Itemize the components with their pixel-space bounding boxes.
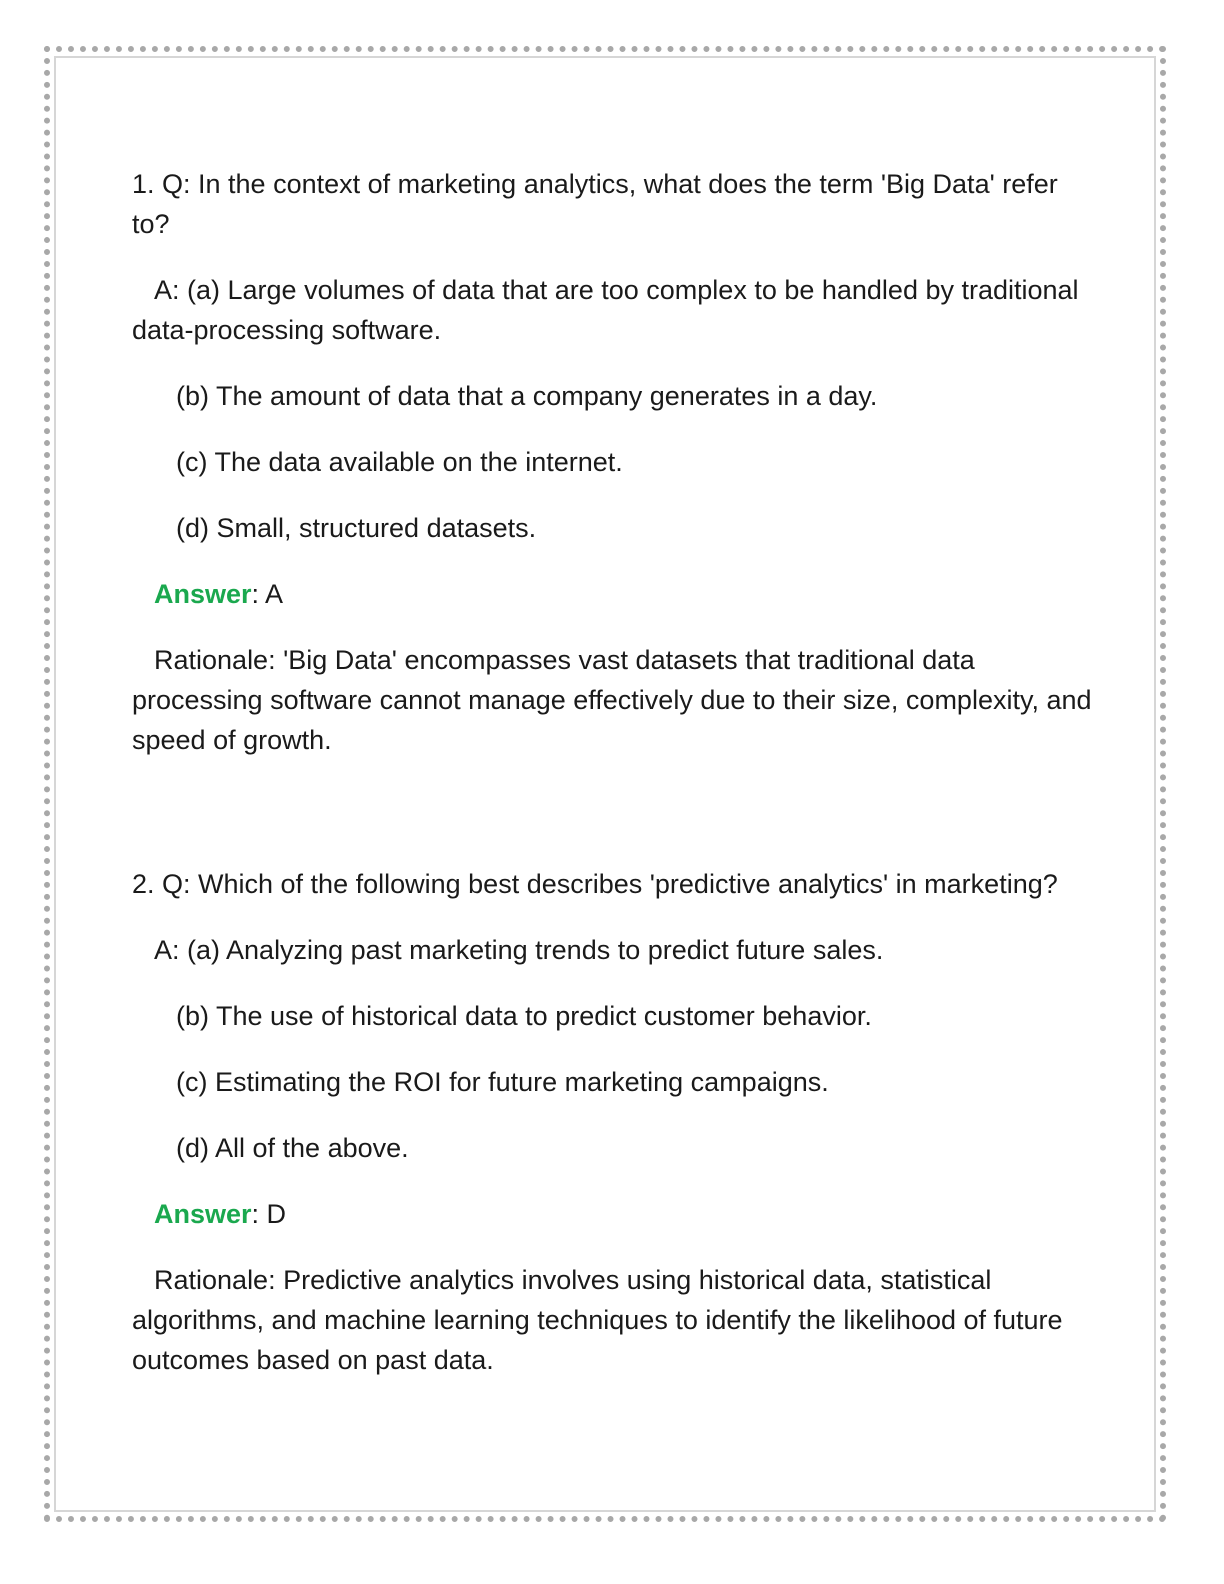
option-d: (d) All of the above.: [176, 1133, 409, 1163]
option-a: A: (a) Analyzing past marketing trends to predict future sales.: [154, 935, 884, 965]
rationale-text: Rationale: 'Big Data' encompasses vast datasets that traditional data processing software cannot manage effectively due to their size, complexity, and speed of growth.: [132, 645, 1092, 755]
answer-value: : D: [251, 1199, 287, 1229]
rationale-text: Rationale: Predictive analytics involves using historical data, statistical algorithms, and machine learning techniques to identify the likelihood of future outcomes based on past data.: [132, 1265, 1063, 1375]
question-text: 2. Q: Which of the following best describes 'predictive analytics' in marketing?: [132, 869, 1058, 899]
option-c: (c) The data available on the internet.: [176, 447, 623, 477]
answer-value: : A: [251, 579, 284, 609]
question-block-1: [132, 164, 1092, 760]
option-b: (b) The amount of data that a company generates in a day.: [176, 381, 878, 411]
answer-line: [154, 1194, 1092, 1234]
answer-label: Answer: [154, 1199, 252, 1229]
question-text: 1. Q: In the context of marketing analytics, what does the term 'Big Data' refer to?: [132, 169, 1058, 239]
question-block-2: [132, 864, 1092, 1380]
answer-line: [154, 574, 1092, 614]
option-d: (d) Small, structured datasets.: [176, 513, 537, 543]
answer-label: Answer: [154, 579, 252, 609]
option-b: (b) The use of historical data to predict customer behavior.: [176, 1001, 872, 1031]
option-c: (c) Estimating the ROI for future marketing campaigns.: [176, 1067, 829, 1097]
document-content: [132, 164, 1092, 1380]
option-a: A: (a) Large volumes of data that are too complex to be handled by traditional data-processing software.: [132, 275, 1079, 345]
